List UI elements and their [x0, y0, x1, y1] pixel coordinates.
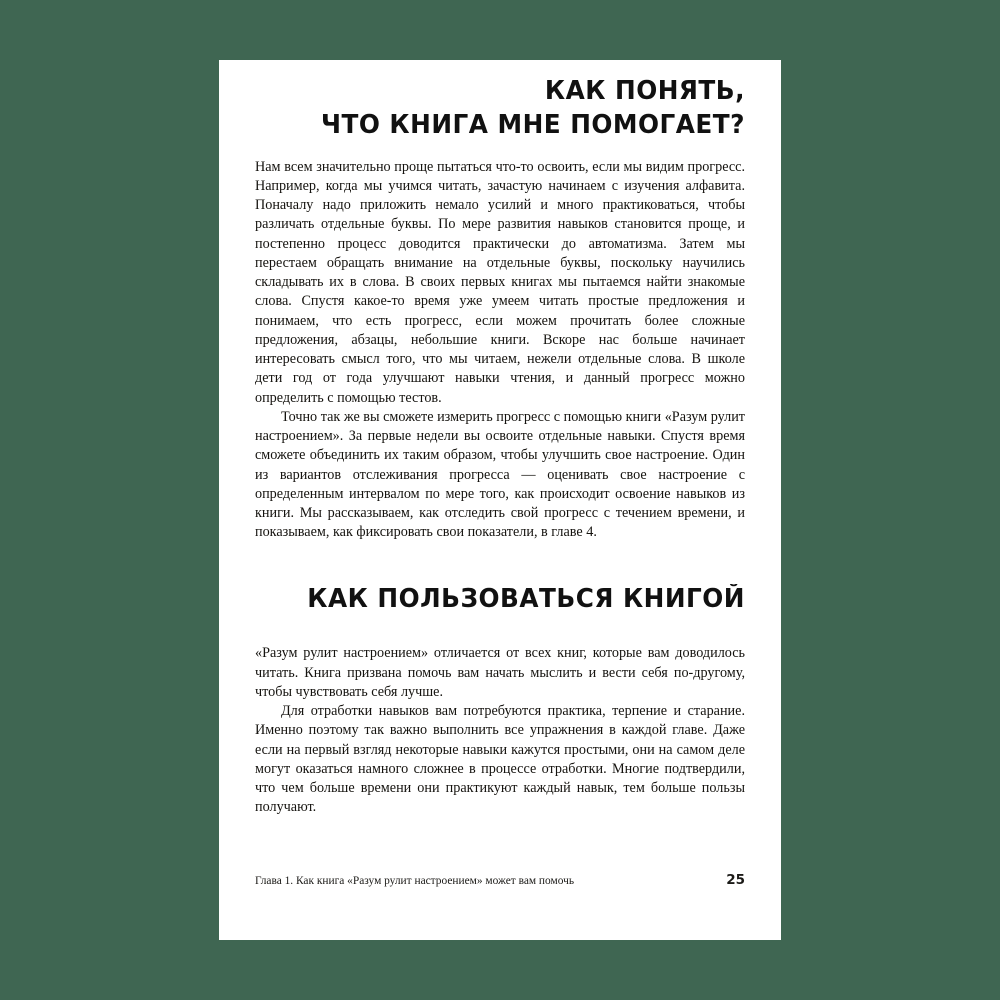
- book-page: [219, 60, 781, 940]
- paragraph: Точно так же вы сможете измерить прогресс с помощью книги «Разум рулит настроением». За первые недели вы освоите отдельные навыки. Спустя время сможете объединить их таким образом, чтобы улучшить свое настроение. Один из вариантов отслеживания прогресса — оценивать свое настроение с определенным интервалом по мере того, как происходит освоение навыков из книги. Мы рассказываем, как отследить свой прогресс с течением времени, и показываем, как фиксировать свои показатели, в главе 4.: [255, 408, 745, 541]
- page-title-line-2: ЧТО КНИГА МНЕ ПОМОГАЕТ?: [320, 109, 745, 140]
- paragraph: Нам всем значительно проще пытаться что-то освоить, если мы видим прогресс. Например, когда мы учимся читать, зачастую начинаем с изучения алфавита. Поначалу надо приложить немало усилий и много практиковаться, чтобы различать отдельные буквы. По мере развития навыков становится проще, и постепенно процесс доводится практически до автоматизма. Затем мы перестаем обращать внимание на отдельные буквы, поскольку научились складывать их в слова. В своих первых книгах мы пытаемся найти знакомые слова. Спустя какое-то время уже умеем читать простые предложения и понимаем, что есть прогресс, если можем прочитать более сложные предложения, абзацы, небольшие книги. Вскоре нас больше начинает интересовать смысл того, что мы читаем, нежели отдельные слова. В школе дети год от года улучшают навыки чтения, и данный прогресс можно определить с помощью тестов.: [255, 158, 745, 406]
- page-footer: [255, 872, 745, 888]
- paragraph: Для отработки навыков вам потребуются практика, терпение и старание. Именно поэтому так важно выполнить все упражнения в каждой главе. Даже если на первый взгляд некоторые навыки кажутся простыми, они на самом деле могут оказаться намного сложнее в процессе отработки. Многие подтвердили, что чем больше времени они практикуют каждый навык, тем больше пользы получают.: [255, 703, 745, 816]
- paragraph: «Разум рулит настроением» отличается от всех книг, которые вам доводилось читать. Книга призвана помочь вам начать мыслить и вести себя по-другому, чтобы чувствовать себя лучше.: [255, 645, 745, 700]
- page-title-line-1: КАК ПОНЯТЬ,: [544, 76, 745, 106]
- section-2-heading: КАК ПОЛЬЗОВАТЬСЯ КНИГОЙ: [307, 584, 745, 615]
- spacer: [255, 614, 745, 644]
- running-title: Глава 1. Как книга «Разум рулит настроением» может вам помочь: [255, 875, 575, 887]
- page-number: 25: [726, 872, 745, 888]
- section-2-body: [255, 644, 745, 817]
- page-content: [219, 60, 781, 940]
- section-1-body: [255, 158, 745, 543]
- spacer: [255, 542, 745, 584]
